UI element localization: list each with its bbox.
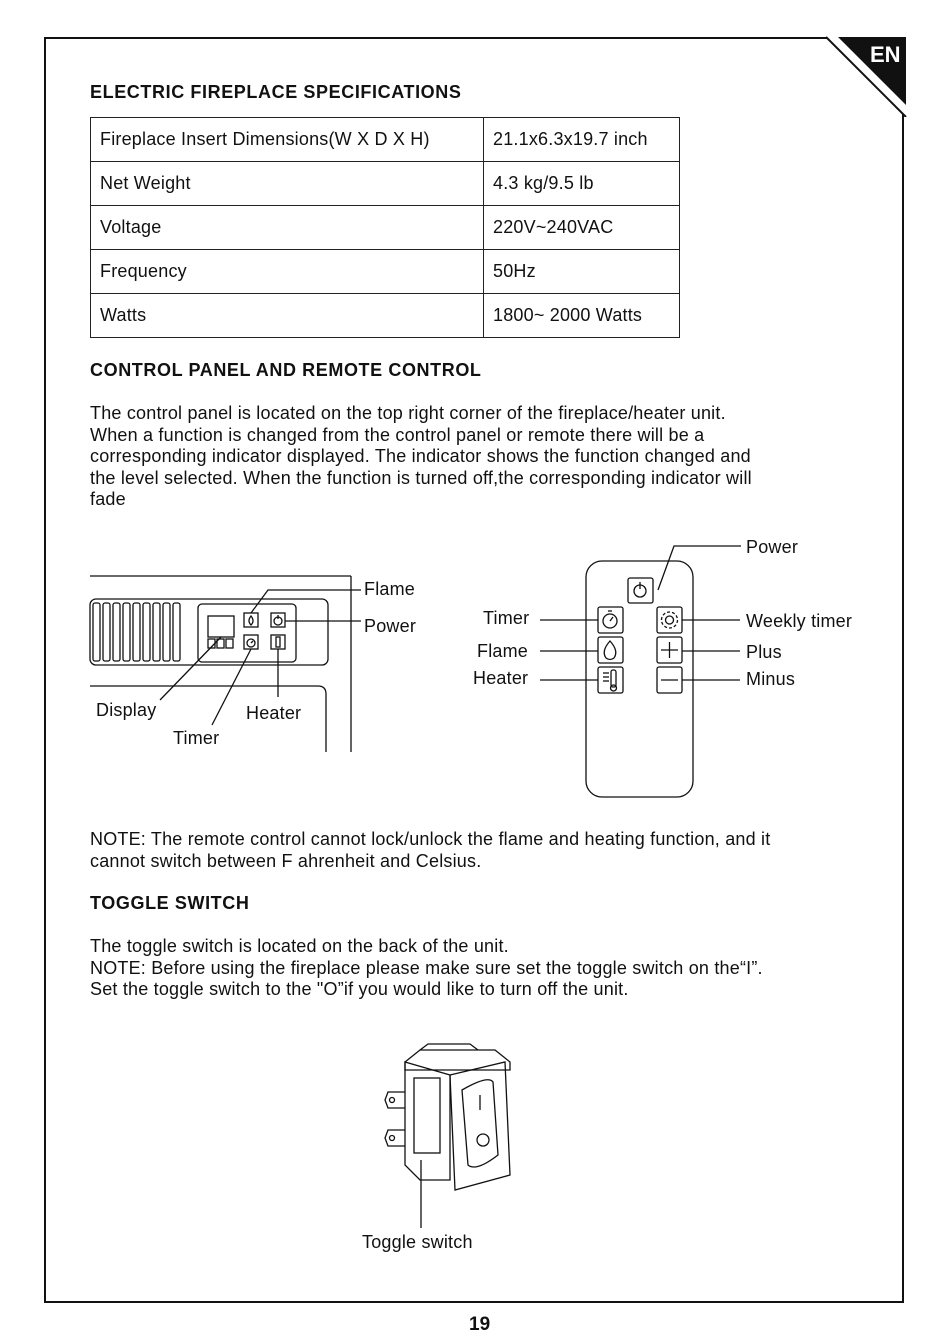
spec-label: Watts xyxy=(91,294,484,338)
control-note xyxy=(90,829,770,872)
spec-label: Net Weight xyxy=(91,162,484,206)
remote-label-minus: Minus xyxy=(746,669,796,689)
specs-heading: ELECTRIC FIREPLACE SPECIFICATIONS xyxy=(90,82,462,102)
panel-label-flame: Flame xyxy=(364,579,416,599)
panel-label-display: Display xyxy=(96,700,157,720)
remote-label-weekly-timer: Weekly timer xyxy=(746,611,853,631)
remote-label-timer: Timer xyxy=(483,608,530,628)
paragraph-line: NOTE: The remote control cannot lock/unlock the flame and heating function, and it xyxy=(90,829,771,849)
toggle-switch-caption: Toggle switch xyxy=(362,1232,473,1252)
paragraph-line: Set the toggle switch to the "O”if you would like to turn off the unit. xyxy=(90,979,629,999)
spec-label: Frequency xyxy=(91,250,484,294)
remote-control-illustration xyxy=(540,546,741,797)
spec-label: Voltage xyxy=(91,206,484,250)
paragraph-line: The toggle switch is located on the back of the unit. xyxy=(90,936,509,956)
paragraph-line: The control panel is located on the top right corner of the fireplace/heater unit. xyxy=(90,403,726,423)
page-number: 19 xyxy=(469,1314,491,1335)
spec-value: 4.3 kg/9.5 lb xyxy=(484,162,680,206)
toggle-switch-illustration xyxy=(385,1044,510,1228)
paragraph-line: corresponding indicator displayed. The indicator shows the function changed and xyxy=(90,446,751,466)
spec-value: 21.1x6.3x19.7 inch xyxy=(484,118,680,162)
remote-label-flame: Flame xyxy=(477,641,529,661)
spec-label: Fireplace Insert Dimensions(W X D X H) xyxy=(91,118,484,162)
toggle-paragraph xyxy=(90,936,763,1001)
language-tab: EN xyxy=(870,42,901,67)
toggle-heading: TOGGLE SWITCH xyxy=(90,893,250,913)
spec-value: 220V~240VAC xyxy=(484,206,680,250)
remote-label-power: Power xyxy=(746,537,799,557)
remote-label-heater: Heater xyxy=(473,668,529,688)
panel-label-power: Power xyxy=(364,616,417,636)
control-panel-illustration xyxy=(90,576,361,752)
panel-label-heater: Heater xyxy=(246,703,302,723)
paragraph-line: When a function is changed from the control panel or remote there will be a xyxy=(90,424,705,445)
control-heading: CONTROL PANEL AND REMOTE CONTROL xyxy=(90,360,482,380)
paragraph-line: cannot switch between F ahrenheit and Celsius. xyxy=(90,850,482,871)
paragraph-line: NOTE: Before using the fireplace please make sure set the toggle switch on the“I”. xyxy=(90,957,763,978)
spec-value: 1800~ 2000 Watts xyxy=(484,294,680,338)
panel-label-timer: Timer xyxy=(173,728,220,748)
remote-label-plus: Plus xyxy=(746,642,782,662)
spec-value: 50Hz xyxy=(484,250,680,294)
paragraph-line: the level selected. When the function is turned off,the corresponding indicator will xyxy=(90,467,752,488)
paragraph-line: fade xyxy=(90,489,126,509)
